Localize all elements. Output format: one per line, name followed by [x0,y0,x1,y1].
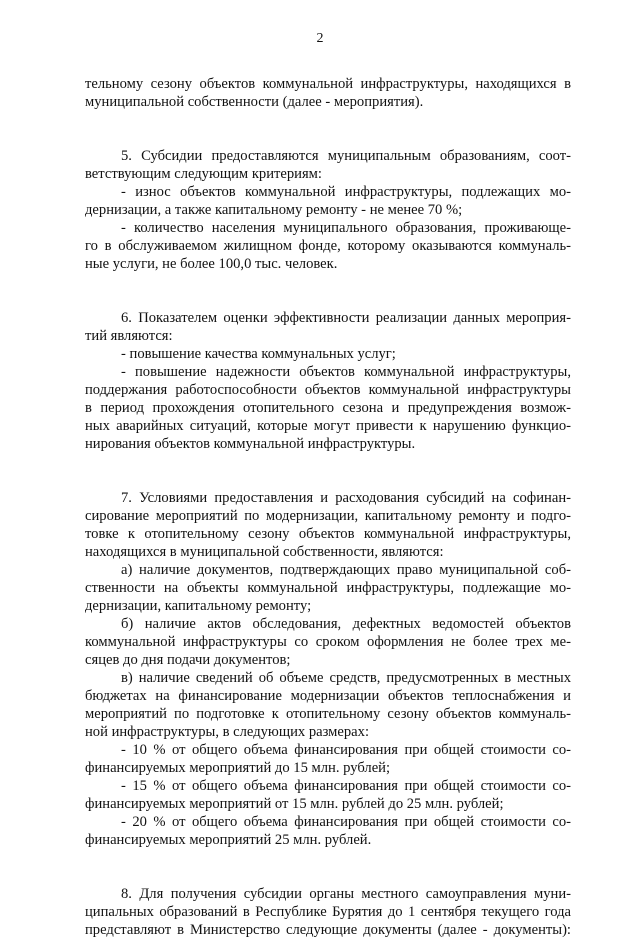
text-line: ной инфраструктуры, в следующих размерах: [85,724,370,740]
text-line: находящихся в муниципальной собственности, являются: [85,544,444,560]
text-line: финансируемых мероприятий до 15 млн. рублей; [85,760,391,776]
text-line: го в обслуживаемом жилищном фонде, которому оказываются коммуналь- [85,238,571,254]
paragraph-5-line: 5. Субсидии предоставляются муниципальным образованиям, соот- [121,148,571,164]
text-line: ные услуги, не более 100,0 тыс. человек. [85,256,338,272]
text-line: - 15 % от общего объема финансирования при общей стоимости со- [121,778,571,794]
text-line: дернизации, капитальному ремонту; [85,598,312,614]
text-line: поддержания работоспособности объектов коммунальной инфраструктуры [85,382,571,398]
text-line: коммунальной инфраструктуры со сроком оформления не более трех ме- [85,634,571,650]
text-line: сяцев до дня подачи документов; [85,652,291,668]
text-line: ветствующим следующим критериям: [85,166,322,182]
text-line: а) наличие документов, подтверждающих право муниципальной соб- [121,562,571,578]
text-line: ципальных образований в Республике Бурятия до 1 сентября текущего года [85,904,571,920]
text-line: представляют в Министерство следующие документы (далее - документы): [85,922,571,938]
text-line: тий являются: [85,328,173,344]
text-line: нирования объектов коммунальной инфраструктуры. [85,436,416,452]
text-line: финансируемых мероприятий от 15 млн. рублей до 25 млн. рублей; [85,796,504,812]
document-body [85,75,571,939]
text-line: товке к отопительному сезону объектов коммунальной инфраструктуры, [85,526,571,542]
text-line: в) наличие сведений об объеме средств, предусмотренных в местных [121,670,571,686]
paragraph-7-line: 7. Условиями предоставления и расходования субсидий на софинан- [121,490,571,506]
text-line: муниципальной собственности (далее - мероприятия). [85,94,424,110]
paragraph-8-line: 8. Для получения субсидии органы местного самоуправления муни- [121,886,571,902]
text-line: тельному сезону объектов коммунальной инфраструктуры, находящихся в [85,76,571,92]
text-line: - повышение надежности объектов коммунальной инфраструктуры, [121,364,571,380]
text-line: в период прохождения отопительного сезона и предупреждения возмож- [85,400,571,416]
text-line: - повышение качества коммунальных услуг; [121,346,396,362]
text-line: - 20 % от общего объема финансирования при общей стоимости со- [121,814,571,830]
text-line: ственности на объекты коммунальной инфраструктуры, подлежащие мо- [85,580,571,596]
text-line: мероприятий по подготовке к отопительному сезону объектов коммуналь- [85,706,571,722]
text-line: сирование мероприятий по модернизации, капитальному ремонту и подго- [85,508,571,524]
page-number: 2 [316,31,324,46]
text-line: - износ объектов коммунальной инфраструктуры, подлежащих мо- [121,184,571,200]
text-line: финансируемых мероприятий 25 млн. рублей. [85,832,372,848]
text-line: ных аварийных ситуаций, которые могут привести к нарушению функцио- [85,418,571,434]
text-line: б) наличие актов обследования, дефектных ведомостей объектов [121,616,571,632]
text-line: дернизации, а также капитальному ремонту - не менее 70 %; [85,202,463,218]
text-line: - количество населения муниципального образования, проживающе- [121,220,571,236]
text-line: - 10 % от общего объема финансирования при общей стоимости со- [121,742,571,758]
paragraph-6-line: 6. Показателем оценки эффективности реализации данных мероприя- [121,310,571,326]
text-line: бюджетах на финансирование модернизации объектов теплоснабжения и [85,688,571,704]
